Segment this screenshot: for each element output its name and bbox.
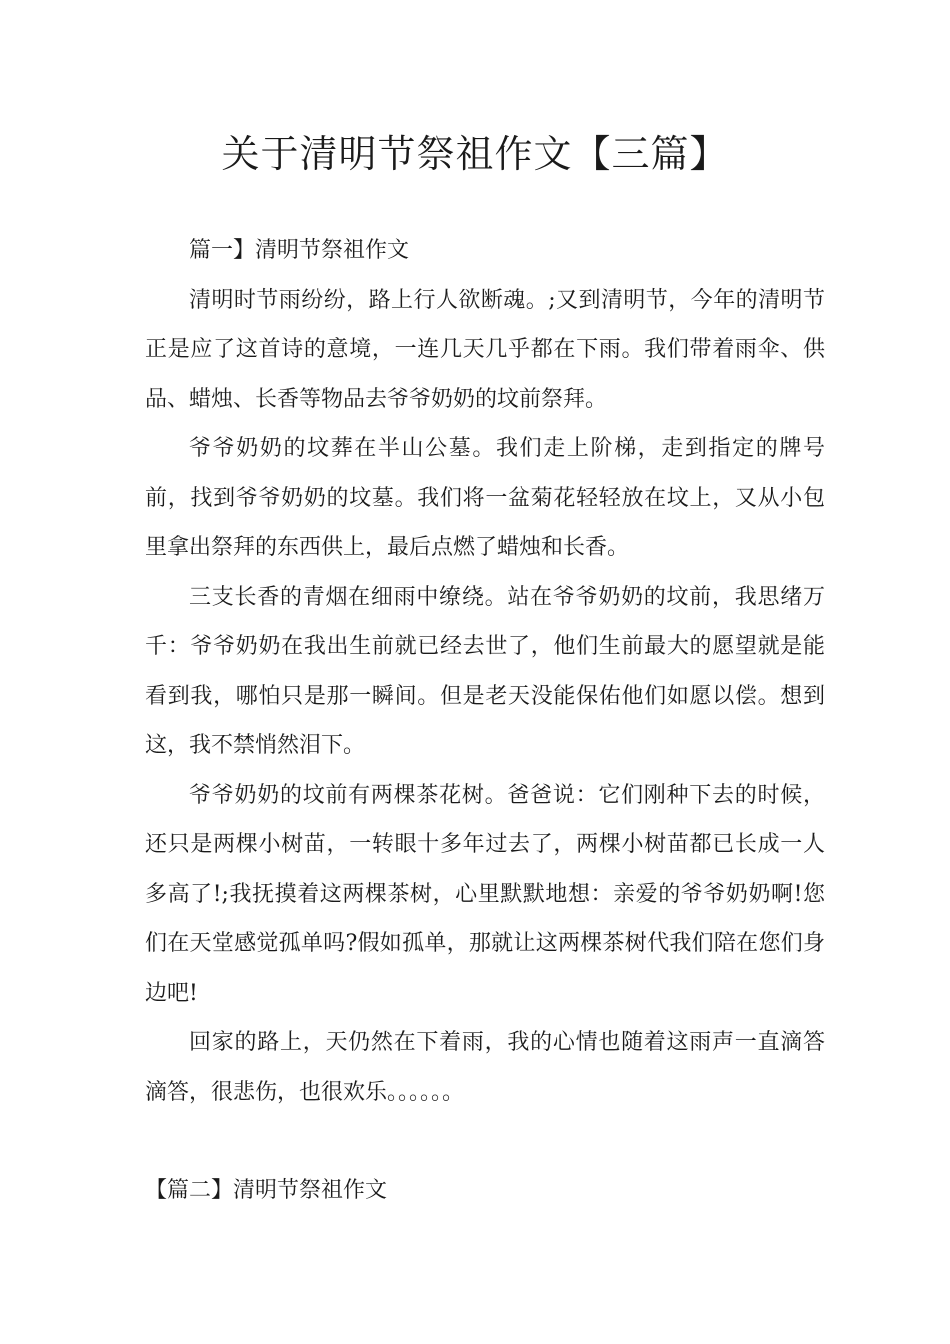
- document-body: [145, 226, 825, 1216]
- paragraph-3: 三支长香的青烟在细雨中缭绕。站在爷爷奶奶的坟前，我思绪万千：爷爷奶奶在我出生前就已经去世了，他们生前最大的愿望就是能看到我，哪怕只是那一瞬间。但是老天没能保佑他们如愿以偿。想到这，我不禁悄然泪下。: [145, 584, 825, 758]
- paragraph-4: 爷爷奶奶的坟前有两棵茶花树。爸爸说：它们刚种下去的时候，还只是两棵小树苗，一转眼十多年过去了，两棵小树苗都已长成一人多高了!;我抚摸着这两棵茶树，心里默默地想：亲爱的爷爷奶奶啊!您们在天堂感觉孤单吗?假如孤单，那就让这两棵茶树代我们陪在您们身边吧!: [145, 782, 825, 1006]
- paragraph-5: 回家的路上，天仍然在下着雨，我的心情也随着这雨声一直滴答滴答，很悲伤，也很欢乐。。。。。。: [145, 1030, 825, 1105]
- paragraph-2: 爷爷奶奶的坟葬在半山公墓。我们走上阶梯，走到指定的牌号前，找到爷爷奶奶的坟墓。我们将一盆菊花轻轻放在坟上，又从小包里拿出祭拜的东西供上，最后点燃了蜡烛和长香。: [145, 436, 825, 560]
- section-heading-2: 【篇二】清明节祭祖作文: [145, 1178, 388, 1203]
- section-heading-1: 篇一】清明节祭祖作文: [189, 238, 410, 263]
- document-title: 关于清明节祭祖作文【三篇】: [221, 132, 729, 176]
- paragraph-1: 清明时节雨纷纷，路上行人欲断魂。;又到清明节，今年的清明节正是应了这首诗的意境，一连几天几乎都在下雨。我们带着雨伞、供品、蜡烛、长香等物品去爷爷奶奶的坟前祭拜。: [145, 287, 825, 412]
